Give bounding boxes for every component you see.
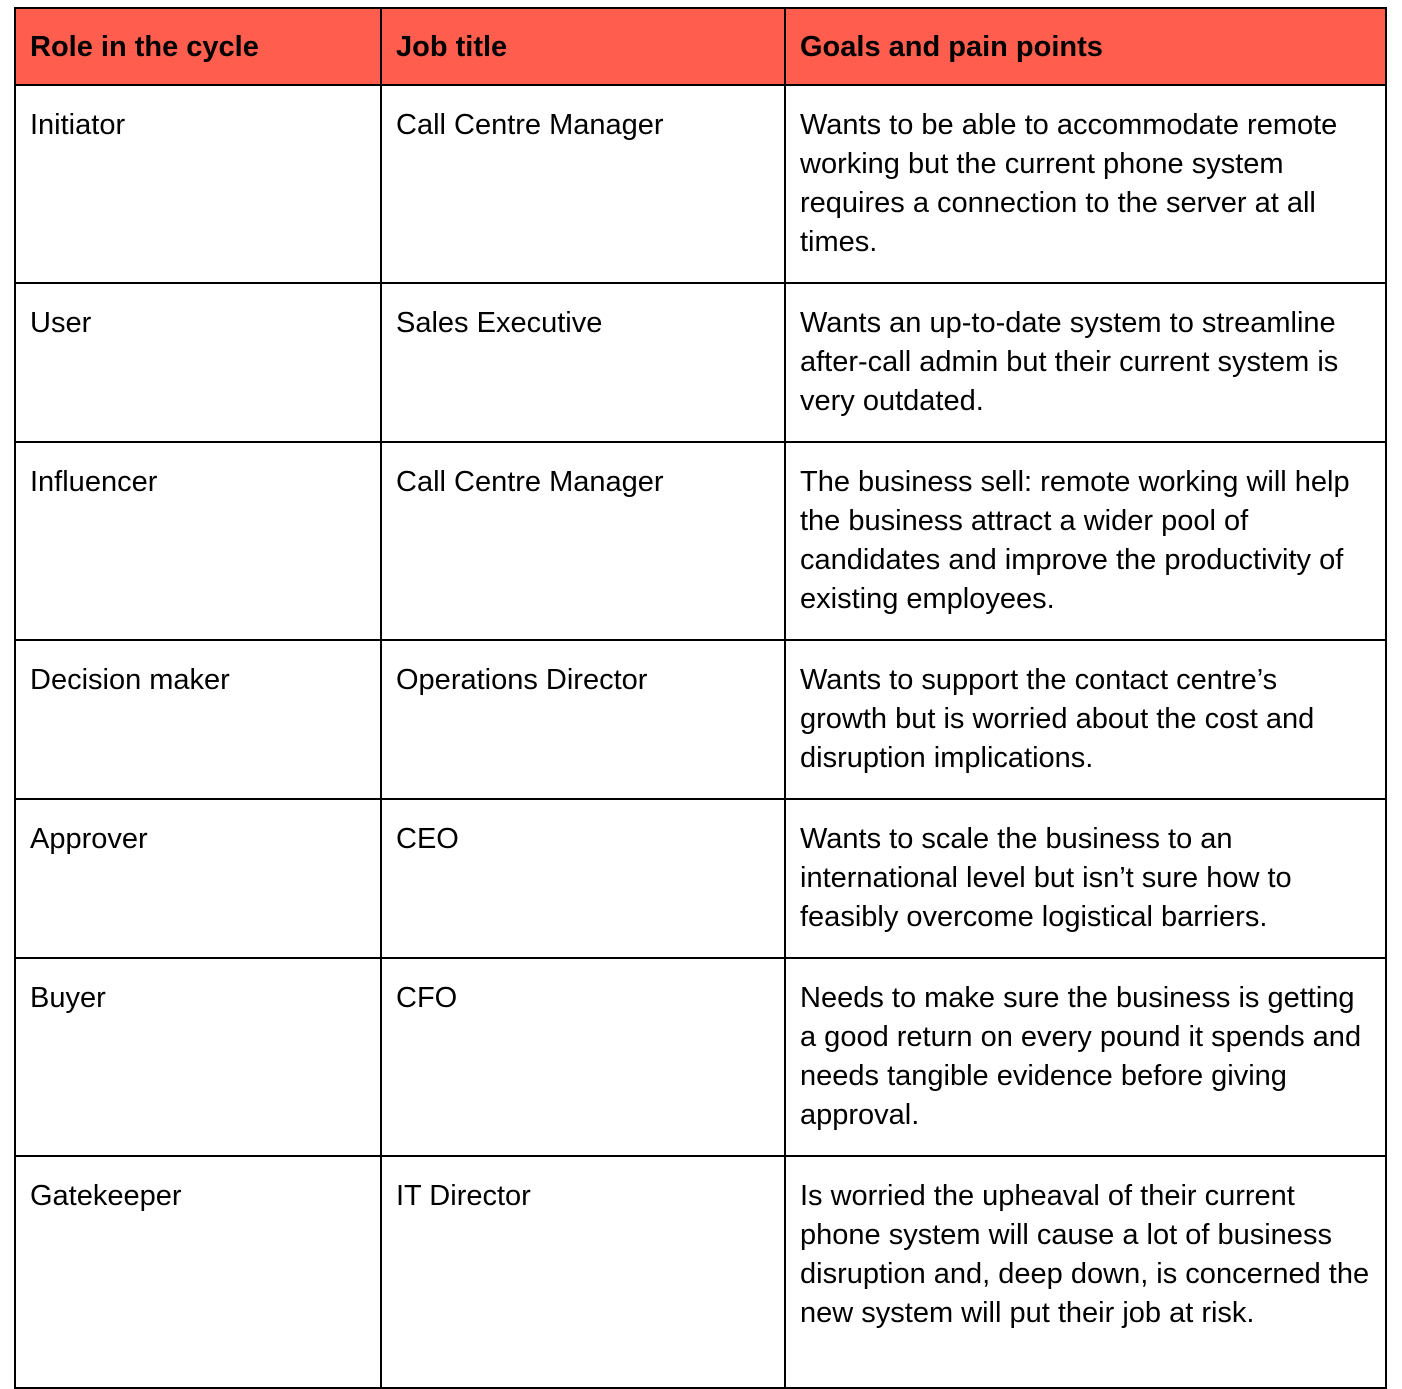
goals-cell: The business sell: remote working will help the business attract a wider pool of candidates and improve the productivity of existing employees. xyxy=(785,442,1386,640)
goals-cell: Wants an up-to-date system to streamline after-call admin but their current system is very outdated. xyxy=(785,283,1386,442)
goals-cell: Needs to make sure the business is getting a good return on every pound it spends and needs tangible evidence before giving approval. xyxy=(785,958,1386,1156)
job-title-cell: Operations Director xyxy=(381,640,785,799)
job-title-cell: CFO xyxy=(381,958,785,1156)
job-title-cell: IT Director xyxy=(381,1156,785,1388)
table-row xyxy=(15,1156,1386,1388)
header-row xyxy=(15,8,1386,85)
goals-cell: Wants to scale the business to an international level but isn’t sure how to feasibly overcome logistical barriers. xyxy=(785,799,1386,958)
table-row xyxy=(15,958,1386,1156)
role-cell: Approver xyxy=(15,799,381,958)
job-title-cell: Call Centre Manager xyxy=(381,442,785,640)
table-row xyxy=(15,799,1386,958)
table-row xyxy=(15,283,1386,442)
header-goals: Goals and pain points xyxy=(785,8,1386,85)
table-row xyxy=(15,442,1386,640)
goals-cell: Wants to be able to accommodate remote working but the current phone system requires a connection to the server at all times. xyxy=(785,85,1386,283)
job-title-cell: CEO xyxy=(381,799,785,958)
role-cell: Gatekeeper xyxy=(15,1156,381,1388)
role-cell: Influencer xyxy=(15,442,381,640)
job-title-cell: Sales Executive xyxy=(381,283,785,442)
role-cell: User xyxy=(15,283,381,442)
role-cell: Initiator xyxy=(15,85,381,283)
job-title-cell: Call Centre Manager xyxy=(381,85,785,283)
goals-cell: Is worried the upheaval of their current phone system will cause a lot of business disruption and, deep down, is concerned the new system will put their job at risk. xyxy=(785,1156,1386,1388)
header-job-title: Job title xyxy=(381,8,785,85)
header-role: Role in the cycle xyxy=(15,8,381,85)
goals-cell: Wants to support the contact centre’s growth but is worried about the cost and disruption implications. xyxy=(785,640,1386,799)
table-row xyxy=(15,640,1386,799)
role-cell: Decision maker xyxy=(15,640,381,799)
role-cell: Buyer xyxy=(15,958,381,1156)
buying-cycle-table xyxy=(14,7,1387,1389)
table-row xyxy=(15,85,1386,283)
